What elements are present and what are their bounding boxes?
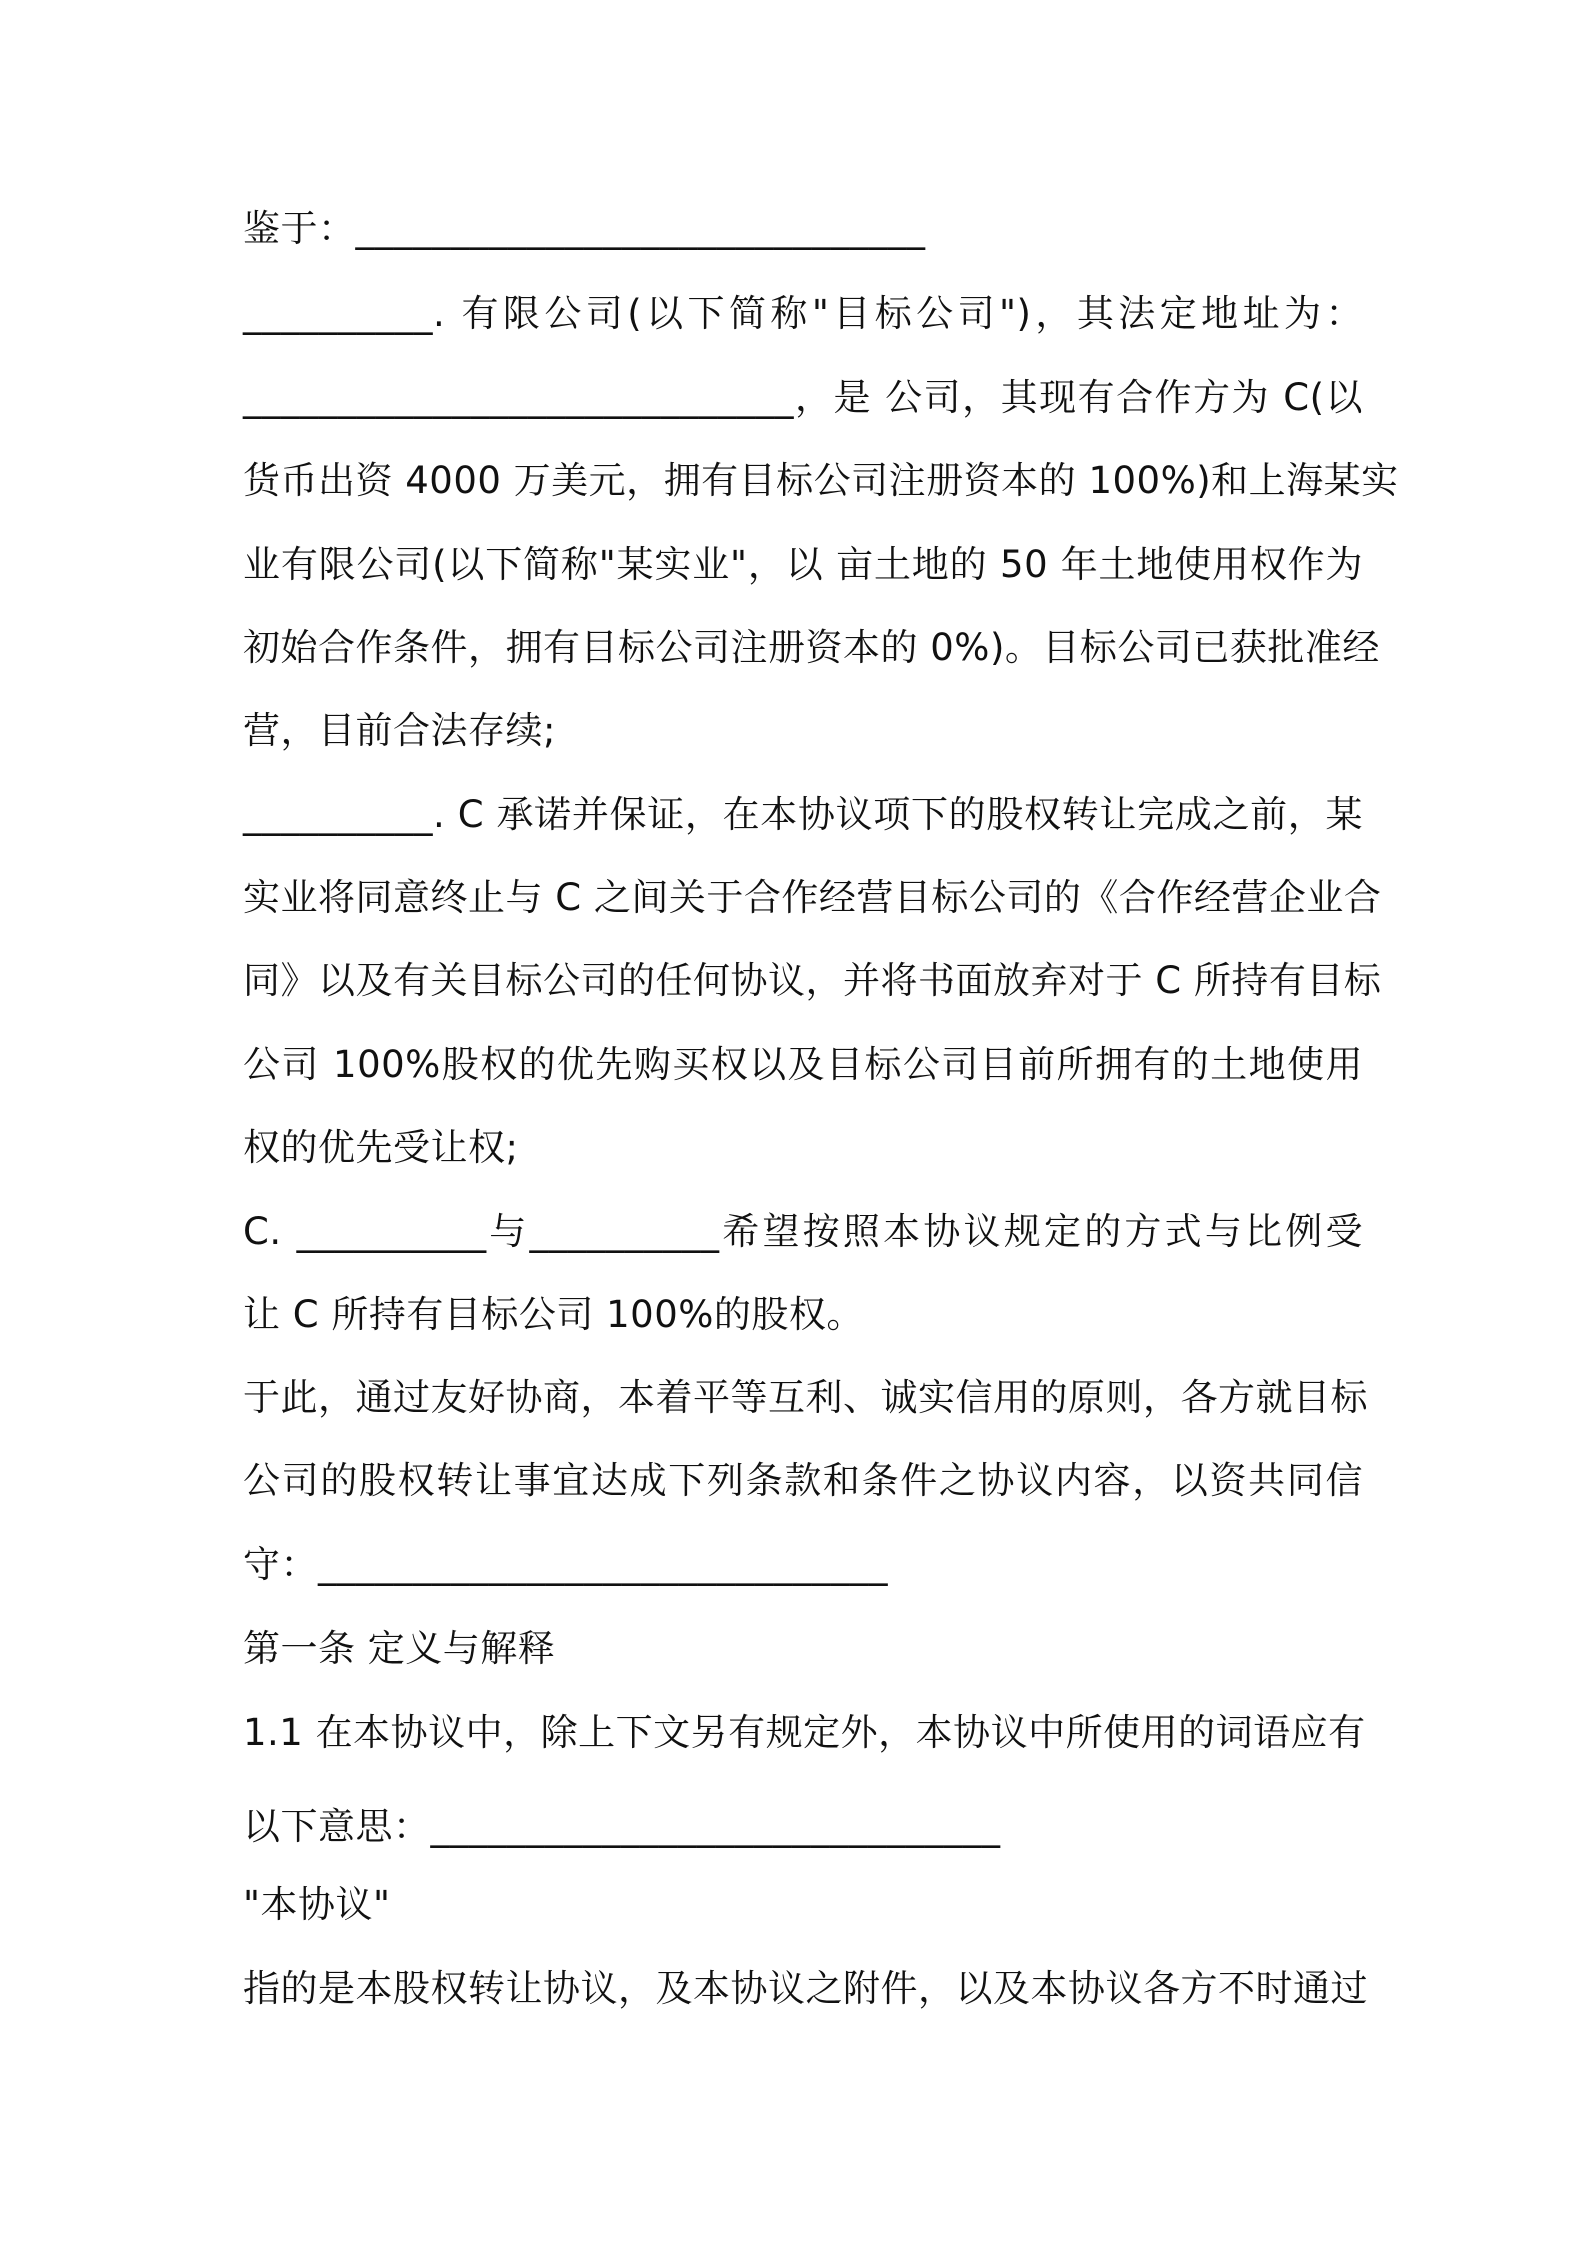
text-line-6: 初始合作条件，拥有目标公司注册资本的 0%)。目标公司已获批准经 (243, 626, 1380, 669)
text-line-15: 于此，通过友好协商，本着平等互利、诚实信用的原则，各方就目标 (243, 1376, 1368, 1419)
text-line-4: 货币出资 4000 万美元，拥有目标公司注册资本的 100%)和上海某实 (243, 459, 1399, 502)
text-line-13: C. __________与__________希望按照本协议规定的方式与比例受 (243, 1210, 1363, 1253)
text-line-22: 指的是本股权转让协议，及本协议之附件，以及本协议各方不时通过 (243, 1967, 1368, 2010)
text-line-20: 以下意思：______________________________ (243, 1805, 1001, 1848)
text-line-9: 实业将同意终止与 C 之间关于合作经营目标公司的《合作经营企业合 (243, 876, 1382, 919)
term-heading: "本协议" (243, 1883, 391, 1926)
text-line-5: 业有限公司(以下简称"某实业"，以 亩土地的 50 年土地使用权作为 (243, 543, 1363, 586)
text-line-3: _____________________________，是 公司，其现有合作方为 C(以 (243, 376, 1363, 419)
text-line-7: 营，目前合法存续; (243, 709, 556, 752)
text-line-8: __________. C 承诺并保证，在本协议项下的股权转让完成之前，某 (243, 793, 1363, 836)
text-line-2: __________. 有限公司(以下简称"目标公司")，其法定地址为： (243, 292, 1363, 335)
text-line-19: 1.1 在本协议中，除上下文另有规定外，本协议中所使用的词语应有 (243, 1711, 1366, 1754)
text-line-17: 守：______________________________ (243, 1543, 888, 1586)
text-line-16: 公司的股权转让事宜达成下列条款和条件之协议内容，以资共同信 (243, 1459, 1363, 1502)
text-line-10: 同》以及有关目标公司的任何协议，并将书面放弃对于 C 所持有目标 (243, 959, 1382, 1002)
section-heading-1: 第一条 定义与解释 (243, 1627, 556, 1670)
text-line-1: 鉴于：______________________________ (243, 207, 926, 250)
text-line-12: 权的优先受让权; (243, 1126, 519, 1169)
text-line-14: 让 C 所持有目标公司 100%的股权。 (243, 1293, 864, 1336)
text-line-11: 公司 100%股权的优先购买权以及目标公司目前所拥有的土地使用 (243, 1043, 1363, 1086)
